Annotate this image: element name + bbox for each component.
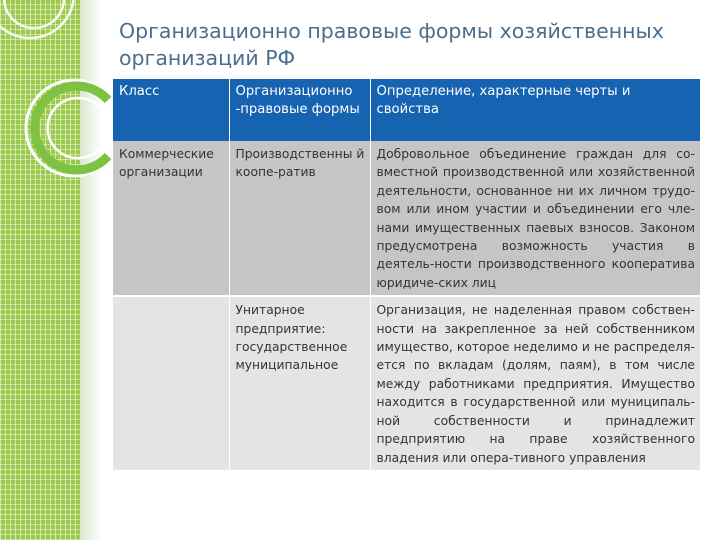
table-header-row bbox=[113, 79, 701, 141]
slide-title: Организационно правовые формы хозяйственных организаций РФ bbox=[119, 19, 664, 70]
header-class: Класс bbox=[113, 79, 229, 141]
cell-legal-form: Производственны й коопе-ратив bbox=[229, 141, 370, 296]
header-legal-form: Организационно -правовые формы bbox=[229, 79, 370, 141]
decorative-circles bbox=[0, 0, 130, 200]
table-row bbox=[113, 141, 701, 296]
table-row bbox=[113, 296, 701, 470]
cell-legal-form: Унитарное предприятие: государственное муниципальное bbox=[229, 296, 370, 470]
cell-definition: Организация, не наделенная правом собствен-ности на закрепленное за ней собственником имущество, которое неделимо и не распределя-ется по вкладам (долям, паям), в том числе между работниками предприятия. Имущество находится в государственной или муниципаль-ной собственности и принадлежит предприятию на праве хозяйственного владения или опера-тивного управления bbox=[370, 296, 701, 470]
cell-definition: Добровольное объединение граждан для со-вместной производственной или хозяйственной деятельности, основанное ни их личном трудо-вом или ином участии и объединении его чле-нами имущественных паевых взносов. Законом предусмотрена возможность участия в деятель-ности производственного кооператива юридиче-ских лиц bbox=[370, 141, 701, 296]
cell-class: Коммерческие организации bbox=[113, 141, 229, 296]
org-forms-table bbox=[113, 79, 701, 470]
header-definition: Определение, характерные черты и свойства bbox=[370, 79, 701, 141]
deco-circle-ring-inner bbox=[48, 98, 100, 158]
deco-circle-top-inner bbox=[4, 0, 64, 28]
cell-class bbox=[113, 296, 229, 470]
